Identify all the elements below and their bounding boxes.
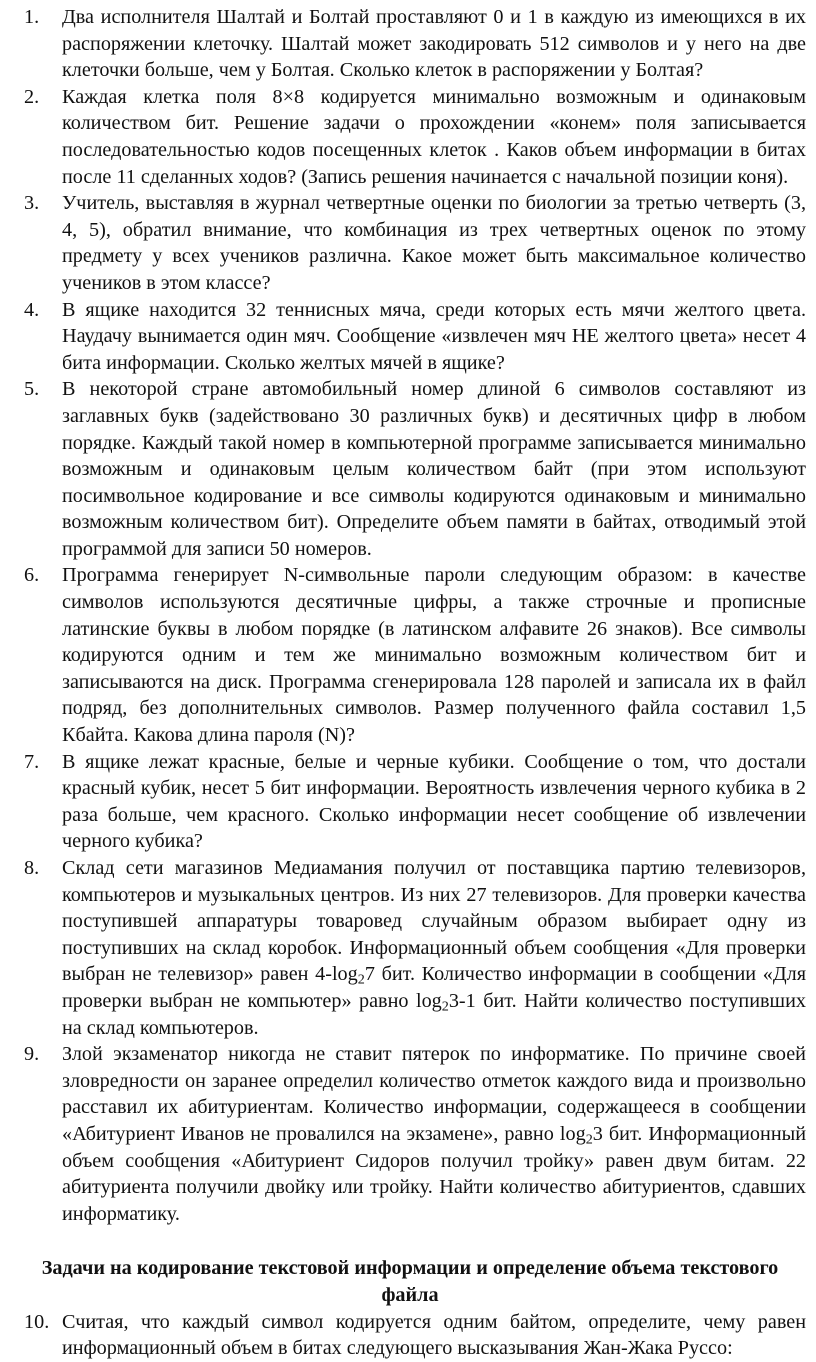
task-item-7 xyxy=(24,749,806,855)
task-item-10 xyxy=(24,1309,806,1362)
task-number: 9. xyxy=(24,1043,40,1066)
log-base-subscript: 2 xyxy=(585,1131,593,1148)
task-text-part: Склад сети магазинов Медиамания получил от поставщика партию телевизоров, компьютеров и музыкальных центров. Из них 27 телевизоров. Для проверки качества поступившей аппаратуры товаровед случайным образом выбирает одну из поступивших на склад коробок. Информационный объем сообщения «Для проверки выбран не телевизор» равен 4-log xyxy=(62,857,806,986)
task-number: 5. xyxy=(24,378,40,401)
task-text: Два исполнителя Шалтай и Болтай проставляют 0 и 1 в каждую из имеющихся в их распоряжении клеточку. Шалтай может закодировать 512 символов и у него на две клеточки больше, чем у Болтая. Сколько клеток в распоряжении у Болтая? xyxy=(62,6,806,82)
task-item-6 xyxy=(24,562,806,748)
task-number: 1. xyxy=(24,6,40,28)
task-number: 3. xyxy=(24,192,40,215)
task-number: 7. xyxy=(24,750,40,773)
task-item-5 xyxy=(24,376,806,562)
task-number: 6. xyxy=(24,564,40,587)
task-text: Каждая клетка поля 8×8 кодируется минимально возможным и одинаковым количеством бит. Решение задачи о прохождении «конем» поля записывается последовательностью кодов посещенных клеток . Каков объем информации в битах после 11 сделанных ходов? (Запись решения начинается с начальной позиции коня). xyxy=(62,85,806,188)
log-base-subscript: 2 xyxy=(441,998,449,1015)
task-number: 2. xyxy=(24,85,40,108)
task-text-part: Злой экзаменатор никогда не ставит пятерок по информатике. По причине своей зловредности он заранее определил количество отметок каждого вида и произвольно расставил их абитуриентам. Количество информации, содержащееся в сообщении «Абитуриент Иванов не провалился на экзамене», равно log xyxy=(62,1043,806,1145)
task-list xyxy=(24,4,806,855)
task-text: Учитель, выставляя в журнал четвертные оценки по биологии за третью четверть (3, 4, 5), обратил внимание, что комбинация из трех четвертных оценок по этому предмету у всех учеников различна. Какое может быть максимальное количество учеников в этом классе? xyxy=(62,192,806,294)
task-text-part: 7 бит. Количество информации в сообщении «Для проверки выбран не компьютер» равно log xyxy=(62,963,806,1012)
task-text xyxy=(62,1041,806,1227)
task-text: Программа генерирует N-символьные пароли следующим образом: в качестве символов используются десятичные цифры, а также строчные и прописные латинские буквы в любом порядке (в латинском алфавите 26 знаков). Все символы кодируются одним и тем же минимально возможным количеством бит и записываются на диск. Программа сгенерировала 128 паролей и записала их в файл подряд, без дополнительных символов. Размер полученного файла составил 1,5 Кбайта. Какова длина пароля (N)? xyxy=(62,564,806,747)
task-number: 8. xyxy=(24,857,40,879)
task-text: В ящике лежат красные, белые и черные кубики. Сообщение о том, что достали красный кубик, несет 5 бит информации. Вероятность извлечения черного кубика в 2 раза больше, чем красного. Сколько информации несет сообщение об извлечении черного кубика? xyxy=(62,750,806,853)
task-text: В ящике находится 32 теннисных мяча, среди которых есть мячи желтого цвета. Наудачу вынимается один мяч. Сообщение «извлечен мяч НЕ желтого цвета» несет 4 бита информации. Сколько желтых мячей в ящике? xyxy=(62,298,806,374)
log-base-subscript: 2 xyxy=(357,971,365,988)
task-item-8 xyxy=(24,855,806,1041)
task-text: Считая, что каждый символ кодируется одним байтом, определите, чему равен информационный объем в битах следующего высказывания Жан-Жака Руссо: xyxy=(62,1310,806,1360)
task-item-3 xyxy=(24,190,806,296)
task-number: 10. xyxy=(24,1310,50,1333)
task-item-2 xyxy=(24,84,806,190)
task-item-4 xyxy=(24,297,806,377)
task-item-9 xyxy=(24,1041,806,1227)
task-text xyxy=(62,855,806,1041)
section-title: Задачи на кодирование текстовой информации и определение объема текстового файла xyxy=(41,1257,779,1306)
task-number: 4. xyxy=(24,298,40,321)
task-text-part: 3 бит. Информационный объем сообщения «Абитуриент Сидоров получил тройку» равен двум битам. 22 абитуриента получили двойку или тройку. Найти количество абитуриентов, сдавших информатику. xyxy=(62,1122,807,1225)
task-text: В некоторой стране автомобильный номер длиной 6 символов составляют из заглавных букв (задействовано 30 различных букв) и десятичных цифр в любом порядке. Каждый такой номер в компьютерной программе записывается минимально возможным и одинаковым целым количеством байт (при этом используют посимвольное кодирование и все символы кодируются одинаковым и минимально возможным количеством бит). Определите объем памяти в байтах, отводимый этой программой для записи 50 номеров. xyxy=(62,378,806,560)
task-text-part: 3-1 бит. Найти количество поступивших на склад компьютеров. xyxy=(62,989,806,1039)
task-item-1 xyxy=(24,4,806,84)
